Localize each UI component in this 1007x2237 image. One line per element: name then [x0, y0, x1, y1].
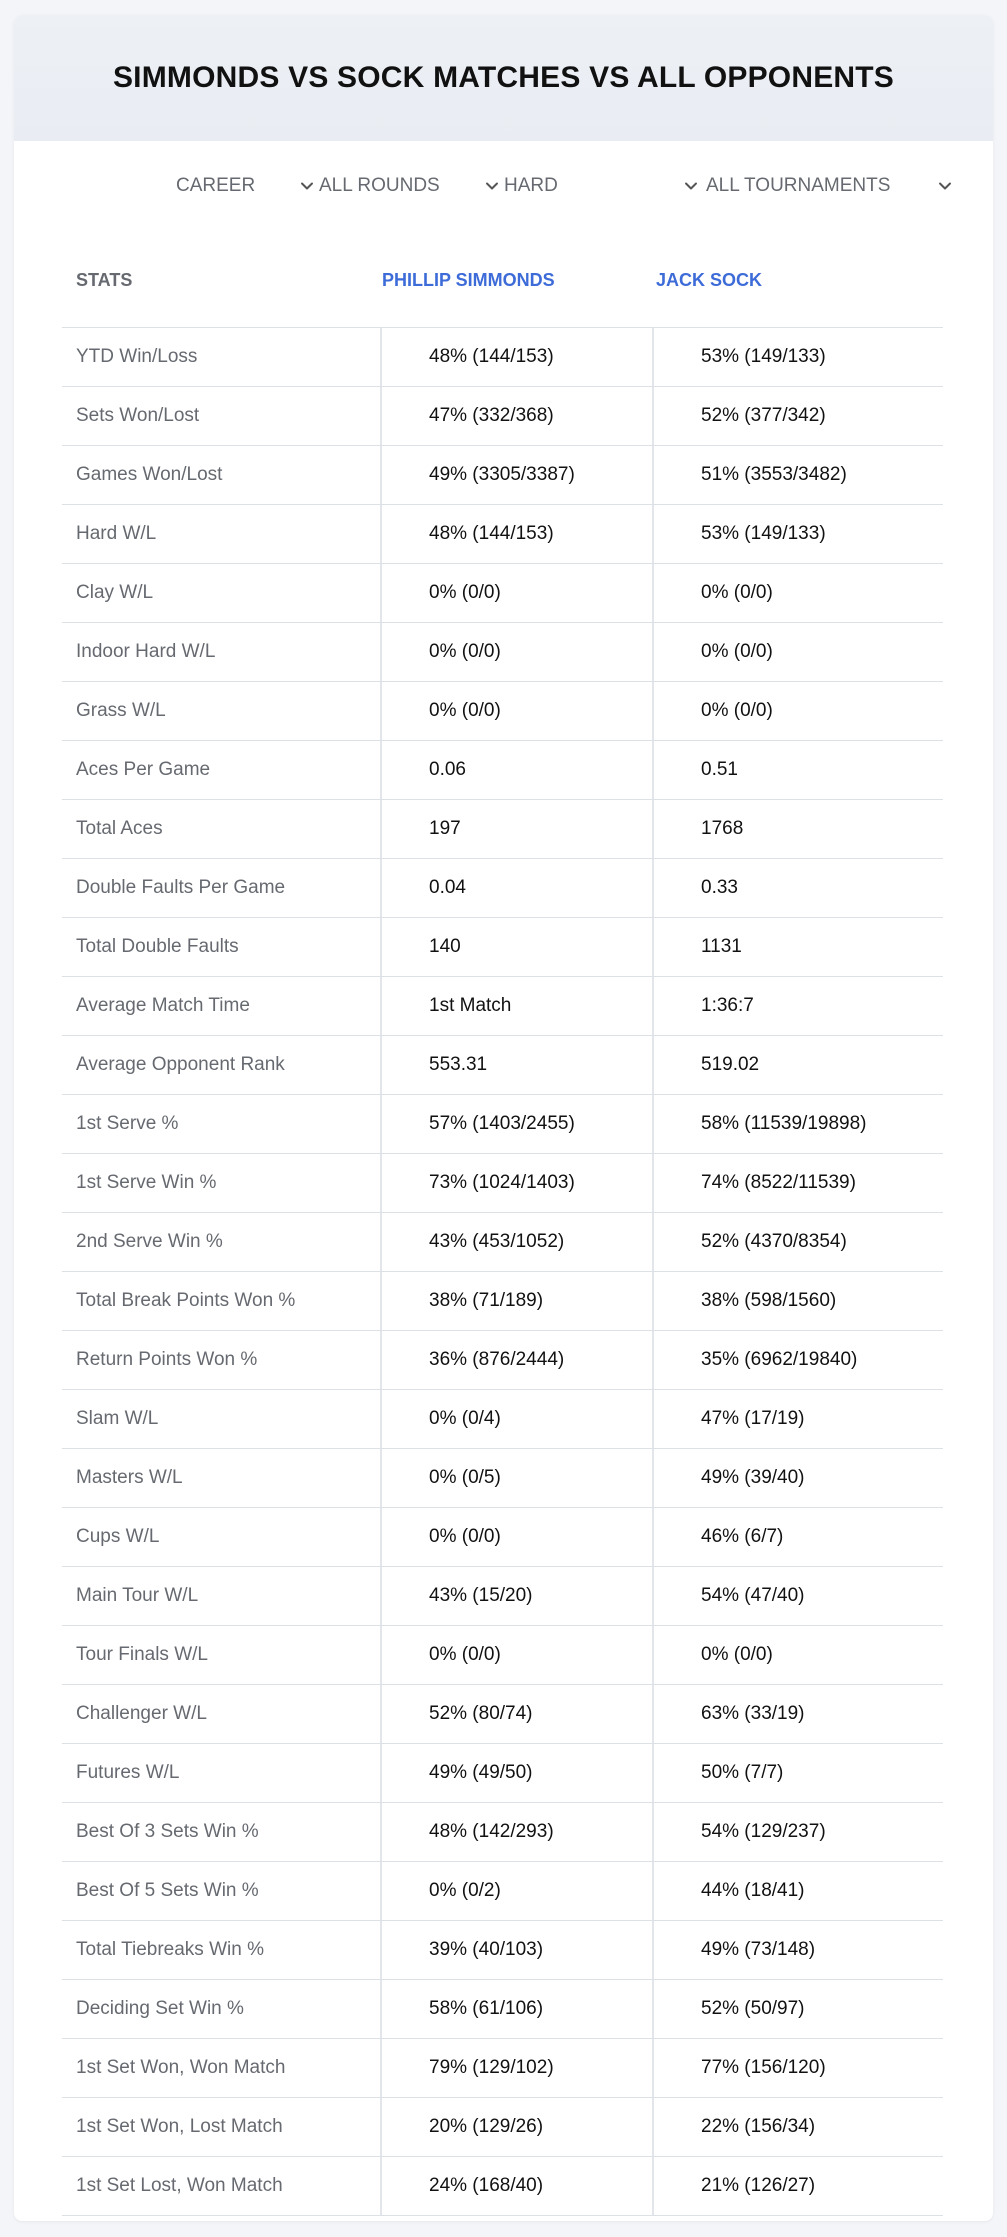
table-body: [62, 328, 943, 2216]
table-row: [62, 1213, 943, 1272]
table-row: [62, 1272, 943, 1331]
stat-label: Clay W/L: [62, 564, 382, 622]
table-row: [62, 1626, 943, 1685]
table-row: [62, 328, 943, 387]
player1-value: 52% (80/74): [382, 1685, 654, 1743]
chevron-down-icon: [684, 179, 698, 193]
stat-label: Masters W/L: [62, 1449, 382, 1507]
player2-value: 49% (39/40): [701, 1467, 805, 1488]
table-row: [62, 859, 943, 918]
player1-value: 140: [382, 918, 654, 976]
stat-label: Best Of 5 Sets Win %: [62, 1862, 382, 1920]
stat-label: 1st Set Won, Lost Match: [62, 2098, 382, 2156]
table-row: [62, 1095, 943, 1154]
stat-label: Hard W/L: [62, 505, 382, 563]
stat-label: 1st Serve Win %: [62, 1154, 382, 1212]
player2-value: 38% (598/1560): [701, 1290, 837, 1311]
player1-value: 48% (144/153): [382, 505, 654, 563]
stat-label: Average Match Time: [62, 977, 382, 1035]
stat-label: Double Faults Per Game: [62, 859, 382, 917]
table-row: [62, 1567, 943, 1626]
player1-value: 49% (49/50): [382, 1744, 654, 1802]
player2-value: 50% (7/7): [701, 1762, 784, 1783]
table-row: [62, 2039, 943, 2098]
player1-value: 79% (129/102): [382, 2039, 654, 2097]
stat-label: 1st Set Won, Won Match: [62, 2039, 382, 2097]
player2-value: 63% (33/19): [701, 1703, 805, 1724]
stat-label: 1st Set Lost, Won Match: [62, 2157, 382, 2215]
stat-label: Total Double Faults: [62, 918, 382, 976]
table-row: [62, 1390, 943, 1449]
player1-value: 0% (0/0): [382, 623, 654, 681]
table-row: [62, 918, 943, 977]
table-row: [62, 1921, 943, 1980]
player2-value: 46% (6/7): [701, 1526, 784, 1547]
table-row: [62, 1685, 943, 1744]
tournaments-dropdown[interactable]: [706, 171, 952, 201]
table-row: [62, 446, 943, 505]
player1-value: 43% (453/1052): [382, 1213, 654, 1271]
table-row: [62, 2157, 943, 2216]
period-dropdown[interactable]: [176, 171, 314, 201]
player1-value: 43% (15/20): [382, 1567, 654, 1625]
player1-value: 0% (0/2): [382, 1862, 654, 1920]
player2-value: 0% (0/0): [701, 1644, 773, 1665]
player2-value: 53% (149/133): [701, 346, 826, 367]
player2-value: 52% (377/342): [701, 405, 826, 426]
stat-label: Return Points Won %: [62, 1331, 382, 1389]
player1-value: 197: [382, 800, 654, 858]
tournaments-dropdown-value: ALL TOURNAMENTS: [706, 175, 891, 196]
player1-value: 38% (71/189): [382, 1272, 654, 1330]
player2-value: 0% (0/0): [701, 700, 773, 721]
table-row: [62, 1744, 943, 1803]
player2-value: 49% (73/148): [701, 1939, 816, 1960]
player1-value: 57% (1403/2455): [382, 1095, 654, 1153]
stat-label: Slam W/L: [62, 1390, 382, 1448]
player2-value: 47% (17/19): [701, 1408, 805, 1429]
table-row: [62, 977, 943, 1036]
stat-label: 2nd Serve Win %: [62, 1213, 382, 1271]
period-dropdown-value: CAREER: [176, 175, 256, 196]
table-row: [62, 1449, 943, 1508]
stat-label: Cups W/L: [62, 1508, 382, 1566]
table-row: [62, 1331, 943, 1390]
player1-value: 0% (0/0): [382, 564, 654, 622]
stat-label: Grass W/L: [62, 682, 382, 740]
stat-label: Indoor Hard W/L: [62, 623, 382, 681]
player1-value: 0% (0/0): [382, 1626, 654, 1684]
player1-value: 58% (61/106): [382, 1980, 654, 2038]
table-row: [62, 2098, 943, 2157]
filter-bar: [14, 141, 993, 213]
player2-value: 54% (47/40): [701, 1585, 805, 1606]
stat-label: Average Opponent Rank: [62, 1036, 382, 1094]
table-row: [62, 682, 943, 741]
table-row: [62, 623, 943, 682]
player1-value: 24% (168/40): [382, 2157, 654, 2215]
table-row: [62, 1036, 943, 1095]
stat-label: Total Aces: [62, 800, 382, 858]
table-row: [62, 505, 943, 564]
chevron-down-icon: [938, 179, 952, 193]
player2-value: 51% (3553/3482): [701, 464, 847, 485]
rounds-dropdown-value: ALL ROUNDS: [319, 175, 440, 196]
player1-value: 39% (40/103): [382, 1921, 654, 1979]
player1-column-header[interactable]: PHILLIP SIMMONDS: [382, 270, 555, 290]
player2-value: 22% (156/34): [701, 2116, 816, 2137]
player2-value: 1131: [701, 936, 742, 957]
player1-value: 0% (0/0): [382, 1508, 654, 1566]
surface-dropdown-value: HARD: [504, 175, 558, 196]
stat-label: Total Break Points Won %: [62, 1272, 382, 1330]
player1-value: 48% (142/293): [382, 1803, 654, 1861]
player2-value: 35% (6962/19840): [701, 1349, 858, 1370]
table-row: [62, 800, 943, 859]
stat-label: Challenger W/L: [62, 1685, 382, 1743]
player2-value: 53% (149/133): [701, 523, 826, 544]
stats-table: [62, 247, 943, 2216]
rounds-dropdown[interactable]: [319, 171, 499, 201]
stat-label: Deciding Set Win %: [62, 1980, 382, 2038]
stats-card: [14, 15, 993, 2221]
player1-value: 0% (0/5): [382, 1449, 654, 1507]
player2-value: 52% (50/97): [701, 1998, 805, 2019]
player1-value: 0.06: [382, 741, 654, 799]
player1-value: 1st Match: [382, 977, 654, 1035]
player2-value: 1:36:7: [701, 995, 754, 1016]
table-row: [62, 1980, 943, 2039]
player2-value: 52% (4370/8354): [701, 1231, 847, 1252]
player2-value: 0% (0/0): [701, 641, 773, 662]
surface-dropdown[interactable]: [504, 171, 698, 201]
player2-value: 44% (18/41): [701, 1880, 805, 1901]
stat-label: Main Tour W/L: [62, 1567, 382, 1625]
page-title: SIMMONDS VS SOCK MATCHES VS ALL OPPONENTS: [112, 61, 895, 94]
table-row: [62, 1154, 943, 1213]
stat-label: Total Tiebreaks Win %: [62, 1921, 382, 1979]
player1-value: 47% (332/368): [382, 387, 654, 445]
player1-value: 49% (3305/3387): [382, 446, 654, 504]
player1-value: 48% (144/153): [382, 328, 654, 386]
player2-value: 21% (126/27): [701, 2175, 816, 2196]
stat-label: 1st Serve %: [62, 1095, 382, 1153]
table-row: [62, 564, 943, 623]
chevron-down-icon: [485, 179, 499, 193]
player1-value: 36% (876/2444): [382, 1331, 654, 1389]
table-row: [62, 1508, 943, 1567]
player2-value: 0% (0/0): [701, 582, 773, 603]
stat-label: Best Of 3 Sets Win %: [62, 1803, 382, 1861]
player1-value: 0% (0/4): [382, 1390, 654, 1448]
stat-label: Aces Per Game: [62, 741, 382, 799]
stat-label: Sets Won/Lost: [62, 387, 382, 445]
stat-label: Games Won/Lost: [62, 446, 382, 504]
player2-value: 54% (129/237): [701, 1821, 826, 1842]
stats-column-header: STATS: [76, 270, 133, 290]
table-row: [62, 741, 943, 800]
player2-value: 519.02: [701, 1054, 760, 1075]
player2-value: 0.51: [701, 759, 738, 780]
stat-label: Futures W/L: [62, 1744, 382, 1802]
table-header: [62, 247, 943, 328]
player1-value: 73% (1024/1403): [382, 1154, 654, 1212]
player1-value: 553.31: [382, 1036, 654, 1094]
player1-value: 20% (129/26): [382, 2098, 654, 2156]
player2-value: 77% (156/120): [701, 2057, 826, 2078]
player2-value: 58% (11539/19898): [701, 1113, 867, 1134]
stat-label: Tour Finals W/L: [62, 1626, 382, 1684]
table-row: [62, 387, 943, 446]
player1-value: 0% (0/0): [382, 682, 654, 740]
player2-value: 0.33: [701, 877, 738, 898]
page-header: [14, 15, 993, 141]
player2-value: 74% (8522/11539): [701, 1172, 856, 1193]
table-row: [62, 1862, 943, 1921]
table-row: [62, 1803, 943, 1862]
player2-value: 1768: [701, 818, 744, 839]
player1-value: 0.04: [382, 859, 654, 917]
player2-column-header[interactable]: JACK SOCK: [656, 270, 763, 290]
chevron-down-icon: [300, 179, 314, 193]
stat-label: YTD Win/Loss: [62, 328, 382, 386]
